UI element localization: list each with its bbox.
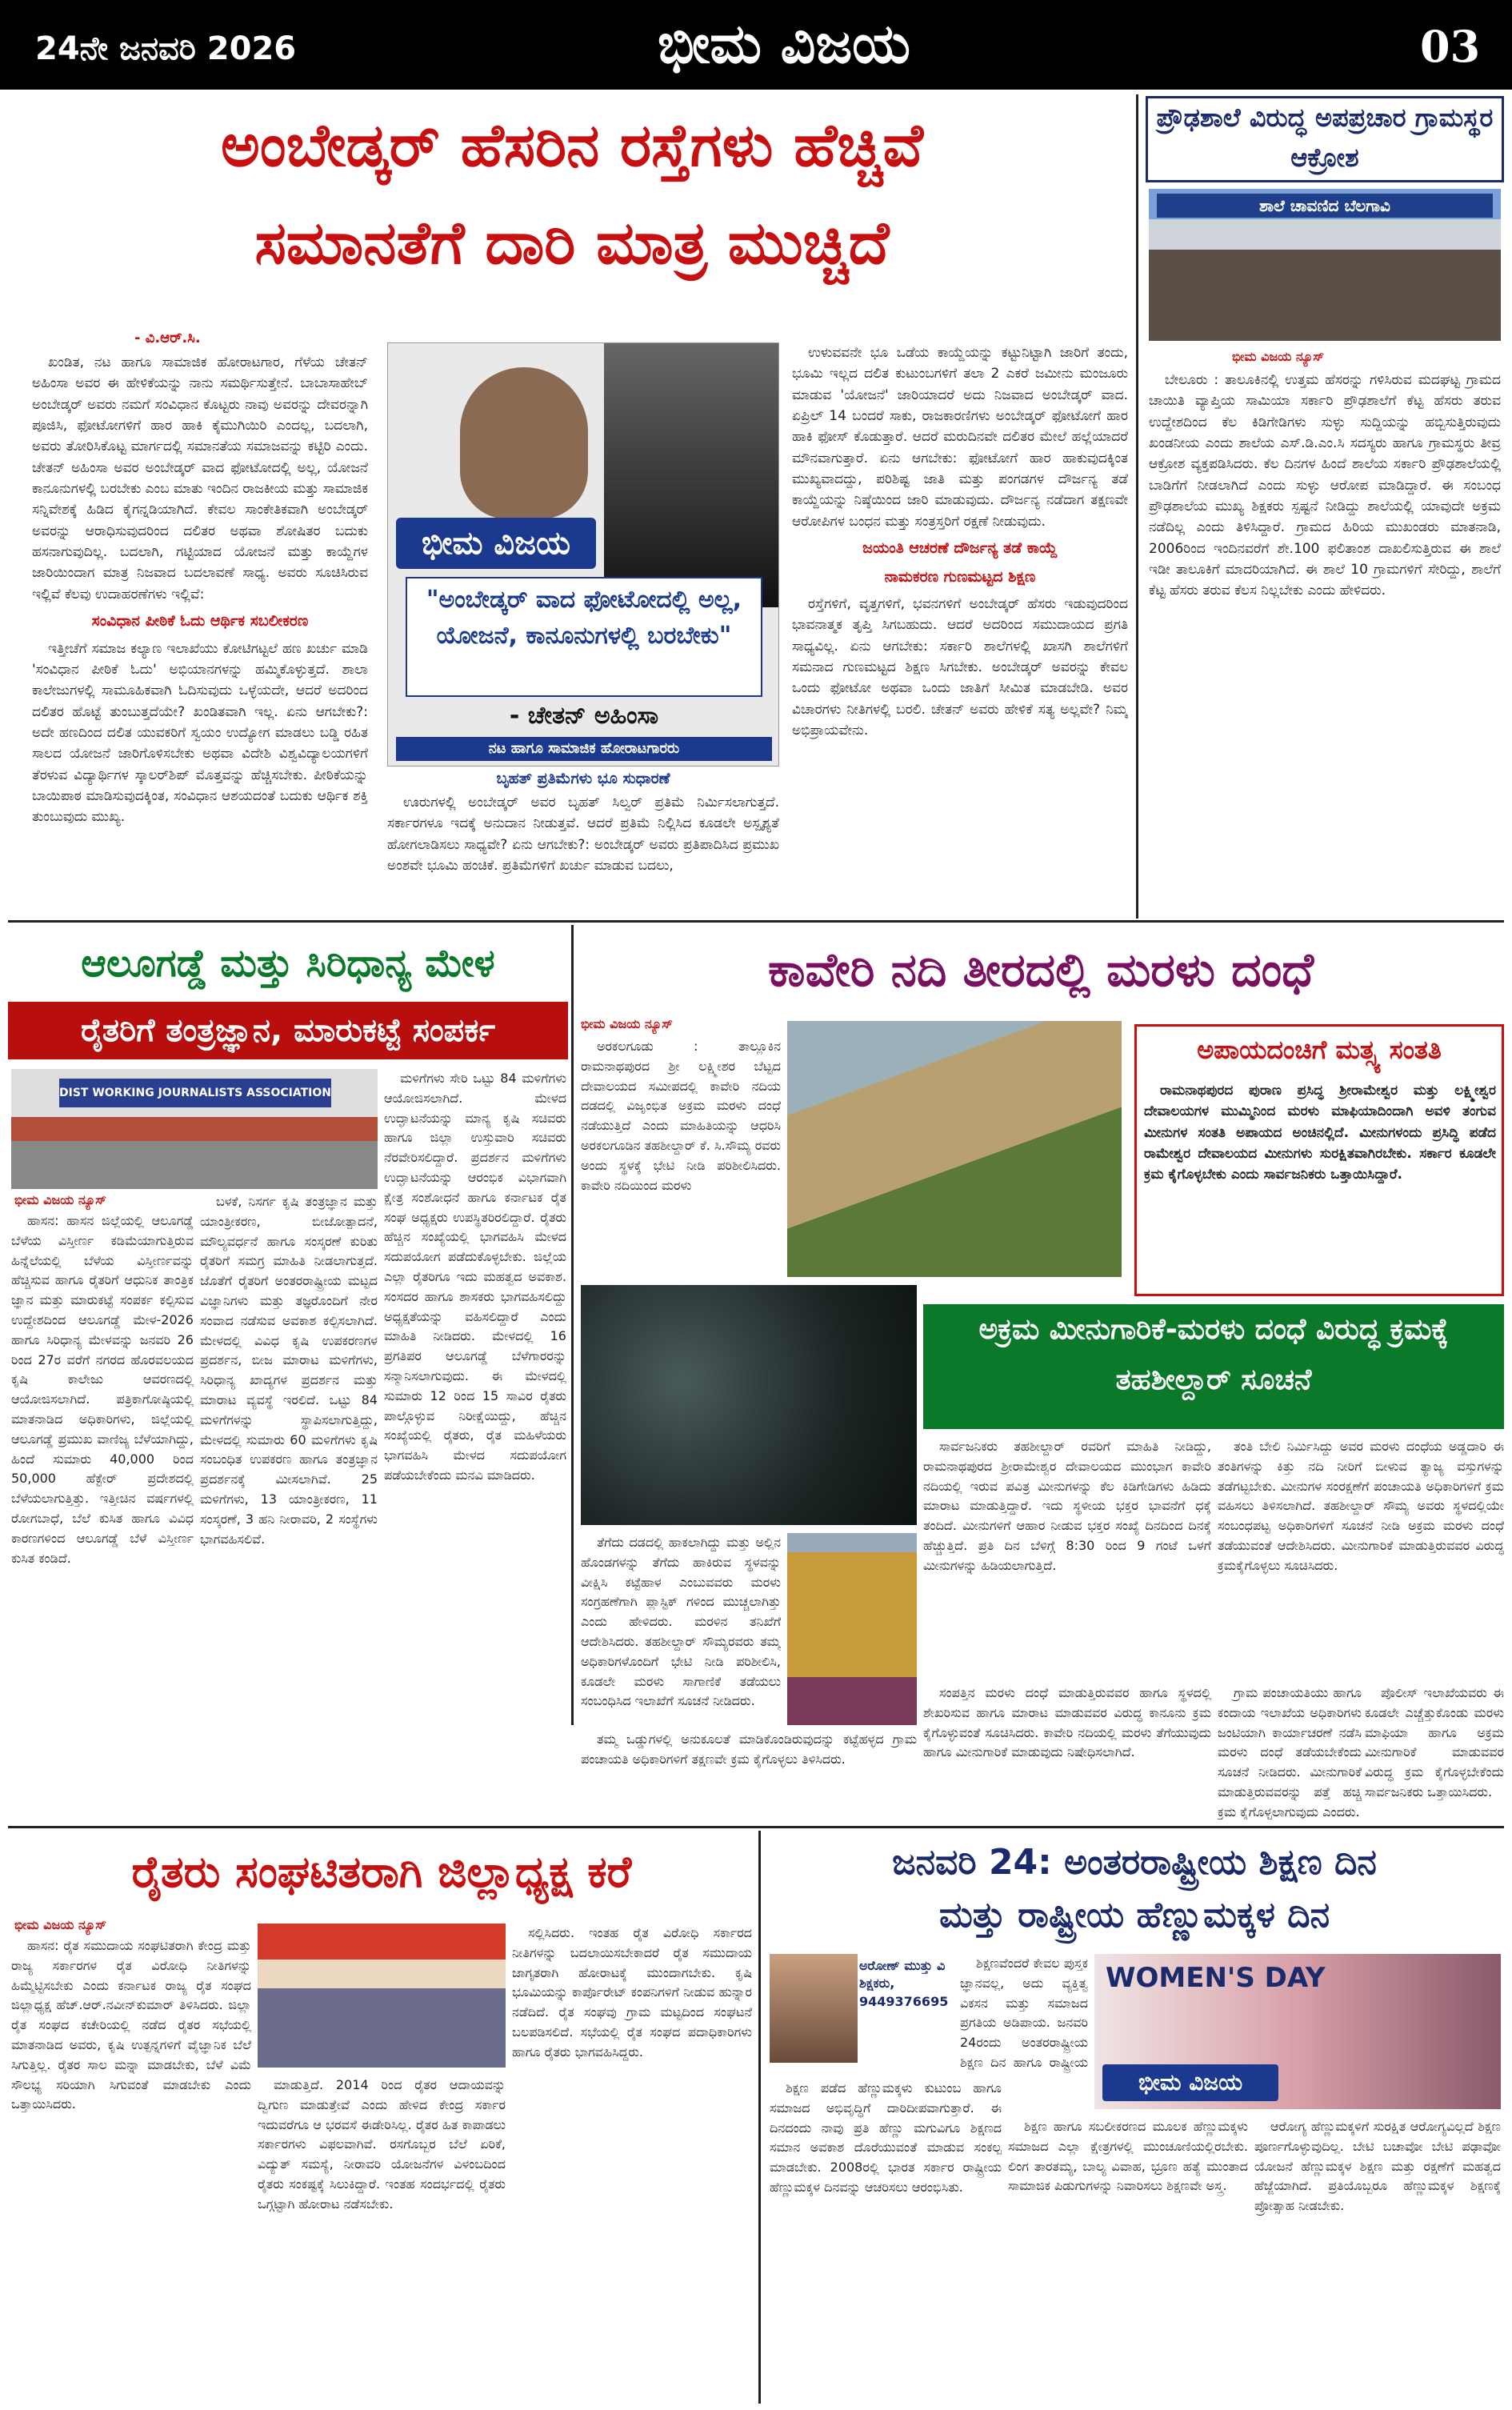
fish-headline: ಅಪಾಯದಂಚಿಗೆ ಮತ್ಸ್ಯ ಸಂತತಿ xyxy=(1138,1027,1501,1072)
edu-column-3 xyxy=(1008,2117,1248,2402)
fish-col4-text: ಗ್ರಾಮ ಪಂಚಾಯತಿಯು ಹಾಗೂ ಕಂದಾಯ ಇಲಾಖೆಯ ಅಧಿಕಾರಿಗಳು ಜಂಟಿಯಾಗಿ ಕಾರ್ಯಾಚರಣೆ ನಡೆಸಿ ಮರಳು ದಂಧೆ ತಡೆಯಬೇಕೆಂದು ಸೂಚನೆ ನೀಡಿದರು. ಮೀನುಗಾರಿಕೆ ಮಾಡುತ್ತಿರುವವರನ್ನು ಪತ್ತೆ ಹಚ್ಚಿ ಕ್ರಮ ಕೈಗೊಳ್ಳಲಾಗುವುದು ಎಂದರು. xyxy=(1218,1685,1362,1820)
ambedkar-portrait xyxy=(604,343,779,607)
temple-photo xyxy=(787,1533,917,1725)
lead-headline-line2: ಸಮಾನತೆಗೆ ದಾರಿ ಮಾತ್ರ ಮುಚ್ಚಿದೆ xyxy=(254,209,890,278)
school-sign: ಶಾಲೆ ಚಾವಣಿದ ಬೆಲಗಾವಿ xyxy=(1157,194,1493,218)
fish-headline-2: ಅಕ್ರಮ ಮೀನುಗಾರಿಕೆ-ಮರಳು ದಂಧೆ ವಿರುದ್ಧ ಕ್ರಮಕ್ಕೆ ತಹಶೀಲ್ದಾರ್ ಸೂಚನೆ xyxy=(923,1304,1504,1429)
school-photo xyxy=(1149,189,1501,341)
author-photo xyxy=(770,1954,858,2063)
edu-column-4 xyxy=(1254,2117,1501,2402)
fair-photo xyxy=(11,1069,378,1189)
fish-column-5 xyxy=(1365,1683,1504,1820)
school-body xyxy=(1149,370,1501,914)
section-divider-2 xyxy=(8,1826,1504,1828)
poster-quote: "ಅಂಬೇಡ್ಕರ್ ವಾದ ಫೋಟೋದಲ್ಲಿ ಅಲ್ಲ, ಯೋಜನೆ, ಕಾನೂನುಗಳಲ್ಲಿ ಬರಬೇಕು" xyxy=(406,577,762,697)
edu-col4-text: ಆರೋಗ್ಯ ಹೆಣ್ಣುಮಕ್ಕಳಿಗೆ ಸುರಕ್ಷಿತ ಆರೋಗ್ಯವಿಲ್ಲದೆ ಶಿಕ್ಷಣ ಪೂರ್ಣಗೊಳ್ಳುವುದಿಲ್ಲ. ಬೇಟಿ ಬಚಾವೋ ಬೇಟಿ ಪಢಾವೋ ಯೋಜನೆ ಹೆಣ್ಣುಮಕ್ಕಳ ಶಿಕ್ಷಣ ಮತ್ತು ರಕ್ಷಣೆಗೆ ಮಹತ್ವದ ಹೆಜ್ಜೆಯಾಗಿದೆ. ಪ್ರತಿಯೊಬ್ಬರೂ ಹೆಣ್ಣುಮಕ್ಕಳ ಶಿಕ್ಷಣಕ್ಕೆ ಪ್ರೋತ್ಸಾಹ ನೀಡಬೇಕು. xyxy=(1254,2119,1501,2214)
lead-headline-line1: ಅಂಬೇಡ್ಕರ್ ಹೆಸರಿನ ರಸ್ತೆಗಳು ಹೆಚ್ಚಿವೆ xyxy=(221,111,923,180)
lead-col1-text: ಖಂಡಿತ, ನಟ ಹಾಗೂ ಸಾಮಾಜಿಕ ಹೋರಾಟಗಾರ, ಗೆಳೆಯ ಚೇತನ್ ಅಹಿಂಸಾ ಅವರ ಈ ಹೇಳಿಕೆಯನ್ನು ನಾನು ಸಮರ್ಥಿಸುತ್ತೇನೆ. ಬಾಬಾಸಾಹೇಬ್ ಅಂಬೇಡ್ಕರ್ ಅವರು ನಮಗೆ ಸಂವಿಧಾನ ಕೊಟ್ಟರು ನಾವು ಅವರನ್ನು ದೇವರನ್ನಾಗಿ ಪೂಜಿಸಿ, ಫೋಟೋಗಳಿಗೆ ಹಾರ ಹಾಕಿ ಕೈಮುಗಿಯಿರಿ ಎಂದಲ್ಲ, ಬದಲಾಗಿ, ಅವರು ತೋರಿಸಿಕೊಟ್ಟ ಮಾರ್ಗದಲ್ಲಿ ಸಮಾನತೆಯ ಸಮಾಜವನ್ನು ಕಟ್ಟಿರಿ ಎಂದು. ಚೇತನ್ ಅಹಿಂಸಾ ಅವರ ಅಂಬೇಡ್ಕರ್ ವಾದ ಫೋಟೋದಲ್ಲಿ ಅಲ್ಲ, ಯೋಜನೆ ಕಾನೂನುಗಳಲ್ಲಿ ಬರಬೇಕು ಎಂಬ ಮಾತು ಇಂದಿನ ರಾಜಕೀಯ ಮತ್ತು ಸಾಮಾಜಿಕ ಸನ್ನಿವೇಶಕ್ಕೆ ಹಿಡಿದ ಕೈಗನ್ನಡಿಯಾಗಿದೆ. ಕೇವಲ ಸಾಂಕೇತಿಕವಾಗಿ ಅಂಬೇಡ್ಕರ್ ಅವರನ್ನು ಆರಾಧಿಸುವುದರಿಂದ ದಲಿತರ ಅಥವಾ ಶೋಷಿತರ ಬದುಕು ಹಸನಾಗುವುದಿಲ್ಲ. ಬದಲಾಗಿ, ಗಟ್ಟಿಯಾದ ಯೋಜನೆ ಮತ್ತು ಕಾಯ್ದೆಗಳ ಜಾರಿಯಿಂದಾಗ ಮಾತ್ರ ನಿಜವಾದ ಬದಲಾವಣೆ ಸಾಧ್ಯ. ಅವರು ಸೂಚಿಸಿರುವ ಇಲ್ಲಿವೆ ಕೆಲವು ಉದಾಹರಣೆಗಳು ಇಲ್ಲಿವೆ: xyxy=(32,354,368,602)
edu-col3-text: ಶಿಕ್ಷಣ ಹಾಗೂ ಸಬಲೀಕರಣದ ಮೂಲಕ ಹೆಣ್ಣುಮಕ್ಕಳು ಸಮಾಜದ ಎಲ್ಲಾ ಕ್ಷೇತ್ರಗಳಲ್ಲಿ ಮುಂಚೂಣಿಯಲ್ಲಿರಬೇಕು. ಲಿಂಗ ತಾರತಮ್ಯ, ಬಾಲ್ಯ ವಿವಾಹ, ಭ್ರೂಣ ಹತ್ಯೆ ಮುಂತಾದ ಸಾಮಾಜಿಕ ಪಿಡುಗುಗಳನ್ನು ನಿವಾರಿಸಲು ಶಿಕ್ಷಣವೇ ಅಸ್ತ್ರ. xyxy=(1008,2119,1248,2194)
farmers-column-1 xyxy=(11,1936,251,2400)
poster-logo: ಭೀಮ ವಿಜಯ xyxy=(396,518,596,569)
fair-column-2 xyxy=(200,1192,378,1723)
farmers-source: ಭೀಮ ವಿಜಯ ನ್ಯೂಸ್ xyxy=(14,1917,106,1932)
poster-role: ನಟ ಹಾಗೂ ಸಾಮಾಜಿಕ ಹೋರಾಟಗಾರರು xyxy=(396,737,772,761)
school-body-text: ಬೇಲೂರು : ತಾಲೂಕಿನಲ್ಲಿ ಉತ್ತಮ ಹೆಸರನ್ನು ಗಳಿಸಿರುವ ಮದಘಟ್ಟ ಗ್ರಾಮದ ಚಾಯಿತಿ ವ್ಯಾಪ್ತಿಯ ಸಾಮಿಯಾ ಸರ್ಕಾರಿ ಪ್ರೌಢಶಾಲೆಗೆ ಕೆಟ್ಟ ಹೆಸರು ತರುವ ಉದ್ದೇಶದಿಂದ ಕೆಲ ಕಿಡಿಗೇಡಿಗಳು ಸುಳ್ಳು ಸುದ್ದಿಯನ್ನು ಹಬ್ಬಿಸುತ್ತಿರುವುದು ಖಂಡನೀಯ ಎಂದು ಶಾಲೆಯ ಎಸ್.ಡಿ.ಎಂ.ಸಿ ಸದಸ್ಯರು ಹಾಗೂ ಗ್ರಾಮಸ್ಥರು ತೀವ್ರ ಆಕ್ರೋಶ ವ್ಯಕ್ತಪಡಿಸಿದರು. ಕೆಲ ದಿನಗಳ ಹಿಂದೆ ಶಾಲೆಯ ಸರ್ಕಾರಿ ಪ್ರೌಢಶಾಲೆಯಲ್ಲಿ ಬಾಡಿಗೆಗೆ ನೀಡಲಾಗಿದೆ ಎಂದು ಸುಳ್ಳು ಆರೋಪ ಮಾಡಿದ್ದಾರೆ. ಈ ಸಂಬಂಧ ಪ್ರೌಢಶಾಲೆಯ ಮುಖ್ಯ ಶಿಕ್ಷಕರು ಸ್ಪಷ್ಟನೆ ನೀಡಿದ್ದು ಶಾಲೆಯಲ್ಲಿ ಯಾವುದೇ ಅಕ್ರಮ ನಡೆದಿಲ್ಲ ಎಂದು ತಿಳಿಸಿದ್ದಾರೆ. ಗ್ರಾಮದ ಹಿರಿಯ ಮುಖಂಡರು ಮಾತನಾಡಿ, 2006ರಿಂದ ಇಂದಿನವರೆಗೆ ಶೇ.100 ಫಲಿತಾಂಶ ದಾಖಲಿಸುತ್ತಿರುವ ಈ ಶಾಲೆ ಇಡೀ ತಾಲೂಕಿಗೆ ಮಾದರಿಯಾಗಿದೆ. ಈ ಶಾಲೆ 10 ಗ್ರಾಮಗಳಿಗೆ ಸೇರಿದ್ದು, ಶಾಲೆಗೆ ಕೆಟ್ಟ ಹೆಸರು ತರುವ ಕೆಲಸ ನಿಲ್ಲಬೇಕು ಎಂದು ಹೇಳಿದರು. xyxy=(1149,372,1501,599)
fish-column-1 xyxy=(923,1437,1211,1677)
lead-col1b-text: ಇತ್ತೀಚೆಗೆ ಸಮಾಜ ಕಲ್ಯಾಣ ಇಲಾಖೆಯು ಕೋಟಿಗಟ್ಟಲೆ ಹಣ ಖರ್ಚು ಮಾಡಿ 'ಸಂವಿಧಾನ ಪೀಠಿಕೆ ಓದು' ಅಭಿಯಾನಗಳನ್ನು ಹಮ್ಮಿಕೊಳ್ಳುತ್ತದೆ. ಶಾಲಾ ಕಾಲೇಜುಗಳಲ್ಲಿ ಸಾಮೂಹಿಕವಾಗಿ ಓದಿಸುವುದು ಒಳ್ಳೆಯದೇ, ಆದರೆ ಅದರಿಂದ ದಲಿತರ ಹೊಟ್ಟೆ ತುಂಬುತ್ತದೆಯೇ? ಖಂಡಿತವಾಗಿ ಇಲ್ಲ. ಏನು ಆಗಬೇಕು?: ಅದೇ ಹಣದಿಂದ ದಲಿತ ಯುವಕರಿಗೆ ಸ್ವಯಂ ಉದ್ಯೋಗ ಮಾಡಲು ಬಡ್ಡಿ ರಹಿತ ಸಾಲದ ಯೋಜನೆ ಜಾರಿಗೊಳಿಸಬೇಕು ಅಥವಾ ವಿದೇಶಿ ವಿಶ್ವವಿದ್ಯಾಲಯಗಳಿಗೆ ತೆರಳುವ ವಿದ್ಯಾರ್ಥಿಗಳ ಸ್ಕಾಲರ್‌ಶಿಪ್ ಮೊತ್ತವನ್ನು ಹೆಚ್ಚಿಸಬೇಕು. ಪೀಠಿಕೆಯನ್ನು ಬಾಯಿಪಾಠ ಮಾಡಿಸುವುದಕ್ಕಿಂತ, ಸಂವಿಧಾನ ಆಶಯದಂತೆ ಬದುಕು ಆರ್ಥಿಕ ಶಕ್ತಿ ತುಂಬುವುದು ಮುಖ್ಯ. xyxy=(32,640,368,826)
farmers-headline: ರೈತರು ಸಂಘಟಿತರಾಗಿ ಜಿಲ್ಲಾಧ್ಯಕ್ಷ ಕರೆ xyxy=(131,1847,632,1897)
cauvery-headline: ಕಾವೇರಿ ನದಿ ತೀರದಲ್ಲಿ ಮರಳು ದಂಧೆ xyxy=(767,943,1314,997)
fish-col3-text: ಸಂಪತ್ತಿನ ಮರಳು ದಂಧೆ ಮಾಡುತ್ತಿರುವವರ ಹಾಗೂ ಸ್ಥಳದಲ್ಲಿ ಶೇಖರಿಸುವ ಹಾಗೂ ಮಾರಾಟ ಮಾಡುವವರ ವಿರುದ್ಧ ಕಾನೂನು ಕ್ರಮ ಕೈಗೊಳ್ಳುವಂತೆ ಸೂಚಿಸಿದರು. ಕಾವೇರಿ ನದಿಯಲ್ಲಿ ಮರಳು ತೆಗೆಯುವುದು ಹಾಗೂ ಮೀನುಗಾರಿಕೆ ಮಾಡುವುದು ನಿಷೇಧಿಸಲಾಗಿದೆ. xyxy=(923,1685,1211,1760)
poster-author: - ಚೇತನ್ ಅಹಿಂಸಾ xyxy=(509,702,659,730)
cauvery-col1-text: ಅರಕಲಗೂಡು : ತಾಲ್ಲೂಕಿನ ರಾಮನಾಥಪುರದ ಶ್ರೀ ಲಕ್ಷ್ಮೀಶರ ಬೆಟ್ಟದ ದೇವಾಲಯದ ಸಮೀಪದಲ್ಲಿ ಕಾವೇರಿ ನದಿಯ ದಡದಲ್ಲಿ ವಿಜೃಂಭಿತ ಅಕ್ರಮ ಮರಳು ದಂಧೆ ನಡೆಯುತ್ತಿದೆ ಎಂದು ಮಾಹಿತಿಯನ್ನು ಆಧರಿಸಿ ಅರಕಲಗೂಡಿನ ತಹಶೀಲ್ದಾರ್ ಕೆ. ಸಿ.ಸೌಮ್ಯ ರವರು ಅಂದು ಸ್ಥಳಕ್ಕೆ ಭೇಟಿ ನೀಡಿ ಪರಿಶೀಲಿಸಿದರು. ಕಾವೇರಿ ನದಿಯಿಂದ ಮರಳು xyxy=(581,1039,781,1193)
lead-column-1 xyxy=(32,352,368,912)
fair-subheadline: ರೈತರಿಗೆ ತಂತ್ರಜ್ಞಾನ, ಮಾರುಕಟ್ಟೆ ಸಂಪರ್ಕ xyxy=(8,1002,568,1059)
fish-quote xyxy=(1144,1080,1496,1290)
masthead-logo xyxy=(560,11,1008,78)
lead-col3-text: ಉಳುವವನೇ ಭೂ ಒಡೆಯ ಕಾಯ್ದೆಯನ್ನು ಕಟ್ಟುನಿಟ್ಟಾಗಿ ಜಾರಿಗೆ ತಂದು, ಭೂಮಿ ಇಲ್ಲದ ದಲಿತ ಕುಟುಂಬಗಳಿಗೆ ತಲಾ 2 ಎಕರೆ ಜಮೀನು ಮಂಜೂರು ಮಾಡುವ 'ಯೋಜನೆ' ಜಾರಿಯಾದರೆ ಅದು ನಿಜವಾದ ಅಂಬೇಡ್ಕರ್ ವಾದ. ಏಪ್ರಿಲ್ 14 ಬಂದರೆ ಸಾಕು, ರಾಜಕಾರಣಿಗಳು ಅಂಬೇಡ್ಕರ್ ಫೋಟೋಗೆ ಹಾರ ಹಾಕಿ ಫೋಸ್ ಕೊಡುತ್ತಾರೆ. ಆದರೆ ಮರುದಿನವೇ ದಲಿತರ ಮೇಲೆ ಹಲ್ಲೆಯಾದರೆ ಮೌನವಾಗುತ್ತಾರೆ. ಏನು ಆಗಬೇಕು: ಫೋಟೋಗೆ ಹಾರ ಹಾಕುವುದಕ್ಕಿಂತ ಮುಖ್ಯವಾದದ್ದು, ಪರಿಶಿಷ್ಟ ಜಾತಿ ಮತ್ತು ಪಂಗಡಗಳ ದೌರ್ಜನ್ಯ ತಡೆ ಕಾಯ್ದೆಯನ್ನು ನಿಷ್ಠೆಯಿಂದ ಜಾರಿ ಮಾಡುವುದು. ದೌರ್ಜನ್ಯ ನಡೆದಾಗ ತಕ್ಷಣವೇ ಆರೋಪಿಗಳ ಬಂಧನ ಮತ್ತು ಸಂತ್ರಸ್ತರಿಗೆ ರಕ್ಷಣೆ ನೀಡುವುದು. xyxy=(792,345,1128,530)
edu-headline-line2: ಮತ್ತು ರಾಷ್ಟ್ರೀಯ ಹೆಣ್ಣುಮಕ್ಕಳ ದಿನ xyxy=(938,1895,1330,1936)
school-source: ಭೀಮ ವಿಜಯ ನ್ಯೂಸ್ xyxy=(1232,349,1324,364)
fair-column-1 xyxy=(11,1211,194,1723)
fair-col1-text: ಹಾಸನ: ಹಾಸನ ಜಿಲ್ಲೆಯಲ್ಲಿ ಆಲೂಗಡ್ಡೆ ಬೆಳೆಯ ವಿಸ್ತೀರ್ಣ ಕಡಿಮೆಯಾಗುತ್ತಿರುವ ಹಿನ್ನೆಲೆಯಲ್ಲಿ ಬೆಳೆಯ ವಿಸ್ತೀರ್ಣವನ್ನು ಹೆಚ್ಚಿಸುವ ಹಾಗೂ ರೈತರಿಗೆ ಆಧುನಿಕ ತಾಂತ್ರಿಕ ಜ್ಞಾನ ಮತ್ತು ಮಾರುಕಟ್ಟೆ ಸಂಪರ್ಕ ಕಲ್ಪಿಸುವ ಉದ್ದೇಶದಿಂದ ಆಲೂಗಡ್ಡೆ ಮೇಳ-2026 ಹಾಗೂ ಸಿರಿಧಾನ್ಯ ಮೇಳವನ್ನು ಜನವರಿ 26 ರಿಂದ 27ರ ವರೆಗೆ ನಗರದ ಹೊರವಲಯದ ಕೃಷಿ ಕಾಲೇಜು ಆವರಣದಲ್ಲಿ ಆಯೋಜಿಸಲಾಗಿದೆ. ಪತ್ರಿಕಾಗೋಷ್ಠಿಯಲ್ಲಿ ಮಾತನಾಡಿದ ಅಧಿಕಾರಿಗಳು, ಜಿಲ್ಲೆಯಲ್ಲಿ ಆಲೂಗಡ್ಡೆ ಪ್ರಮುಖ ವಾಣಿಜ್ಯ ಬೆಳೆಯಾಗಿದ್ದು, ಹಿಂದೆ ಸುಮಾರು 40,000 ರಿಂದ 50,000 ಹೆಕ್ಟೇರ್ ಪ್ರದೇಶದಲ್ಲಿ ಬೆಳೆಯಲಾಗುತ್ತಿತ್ತು. ಇತ್ತೀಚಿನ ವರ್ಷಗಳಲ್ಲಿ ರೋಗಬಾಧೆ, ಬೆಲೆ ಕುಸಿತ ಹಾಗೂ ವಿವಿಧ ಕಾರಣಗಳಿಂದ ಆಲೂಗಡ್ಡೆ ಬೆಳೆ ವಿಸ್ತೀರ್ಣ ಕುಸಿತ ಕಂಡಿದೆ. xyxy=(11,1213,194,1566)
banner-logo: ಭೀಮ ವಿಜಯ xyxy=(1102,2064,1278,2101)
edu-col1-text: ಶಿಕ್ಷಣವೆಂದರೆ ಕೇವಲ ಪುಸ್ತಕ ಜ್ಞಾನವಲ್ಲ, ಅದು ವ್ಯಕ್ತಿತ್ವ ವಿಕಸನ ಮತ್ತು ಸಮಾಜದ ಪ್ರಗತಿಯ ಅಡಿಪಾಯ. ಜನವರಿ 24ರಂದು ಅಂತರರಾಷ್ಟ್ರೀಯ ಶಿಕ್ಷಣ ದಿನ ಹಾಗೂ ರಾಷ್ಟ್ರೀಯ xyxy=(960,1956,1088,2070)
lead-subhead-3: ನಾಮಕರಣ ಗುಣಮಟ್ಟದ ಶಿಕ್ಷಣ xyxy=(884,567,1036,586)
fair-headline: ಆಲೂಗಡ್ಡೆ ಮತ್ತು ಸಿರಿಧಾನ್ಯ ಮೇಳ xyxy=(81,941,495,986)
lead-column-2 xyxy=(387,792,779,912)
fish-col5-text: ಪೊಲೀಸ್ ಇಲಾಖೆಯವರು ಈ ಕೂಡಲೇ ಎಚ್ಚೆತ್ತುಕೊಂಡು ಮರಳು ಮಾಫಿಯಾ ಹಾಗೂ ಅಕ್ರಮ ಮೀನುಗಾರಿಕೆ ಮಾಡುವವರ ವಿರುದ್ಧ ಕ್ರಮ ಕೈಗೊಳ್ಳಬೇಕೆಂದು ಸಾರ್ವಜನಿಕರು ಒತ್ತಾಯಿಸಿದರು. xyxy=(1365,1685,1504,1799)
cauvery-column-3 xyxy=(581,1730,917,1820)
school-headline: ಪ್ರೌಢಶಾಲೆ ವಿರುದ್ಧ ಅಪಪ್ರಚಾರ ಗ್ರಾಮಸ್ಥರ ಆಕ್ರೋಶ xyxy=(1146,96,1504,182)
column-divider-2 xyxy=(571,925,574,1725)
edu-headline-line1: ಜನವರಿ 24: ಅಂತರರಾಷ್ಟ್ರೀಯ ಶಿಕ್ಷಣ ದಿನ xyxy=(892,1842,1377,1883)
fair-col2-text: ಬಳಕೆ, ನಿಸರ್ಗ ಕೃಷಿ ತಂತ್ರಜ್ಞಾನ ಮತ್ತು ಯಾಂತ್ರೀಕರಣ, ಬೀಜೋತ್ಪಾದನೆ, ಮೌಲ್ಯವರ್ಧನೆ ಹಾಗೂ ಸಂಸ್ಕರಣೆ ಕುರಿತು ರೈತರಿಗೆ ಸಮಗ್ರ ಮಾಹಿತಿ ನೀಡಲಾಗುತ್ತದೆ. ಜೊತೆಗೆ ರೈತರಿಗೆ ಅಂತರರಾಷ್ಟ್ರೀಯ ಮಟ್ಟದ ವಿಜ್ಞಾನಿಗಳು ಮತ್ತು ತಜ್ಞರೊಂದಿಗೆ ನೇರ ಸಂವಾದ ನಡೆಸುವ ಅವಕಾಶ ಕಲ್ಪಿಸಲಾಗಿದೆ. ಮೇಳದಲ್ಲಿ ವಿವಿಧ ಕೃಷಿ ಉಪಕರಣಗಳ ಪ್ರದರ್ಶನ, ಬೀಜ ಮಾರಾಟ ಮಳಿಗೆಗಳು, ಸಿರಿಧಾನ್ಯ ಖಾದ್ಯಗಳ ಪ್ರದರ್ಶನ ಮತ್ತು ಮಾರಾಟ ವ್ಯವಸ್ಥೆ ಇರಲಿದೆ. ಒಟ್ಟು 84 ಮಳಿಗೆಗಳನ್ನು ಸ್ಥಾಪಿಸಲಾಗುತ್ತಿದ್ದು, ಮೇಳದಲ್ಲಿ ಸುಮಾರು 60 ಮಳಿಗೆಗಳು ಕೃಷಿ ಸಂಬಂಧಿತ ಉಪಕರಣ ಹಾಗೂ ತಂತ್ರಜ್ಞಾನ ಪ್ರದರ್ಶನಕ್ಕೆ ಮೀಸಲಾಗಿವೆ. 25 ಮಳಿಗೆಗಳು, 13 ಯಾಂತ್ರೀಕರಣ, 11 ಸಂಸ್ಕರಣೆ, 3 ಹನಿ ನೀರಾವರಿ, 2 ಸಂಸ್ಥೆಗಳು ಭಾಗವಹಿಸಲಿವೆ. xyxy=(200,1194,378,1547)
farmers-col2-text: ಮಾಡುತ್ತಿದೆ. 2014 ರಿಂದ ರೈತರ ಆದಾಯವನ್ನು ದ್ವಿಗುಣ ಮಾಡುತ್ತೇವೆ ಎಂದು ಹೇಳಿದ ಕೇಂದ್ರ ಸರ್ಕಾರ ಇದುವರೆಗೂ ಆ ಭರವಸೆ ಈಡೇರಿಸಿಲ್ಲ. ರೈತರ ಹಿತ ಕಾಪಾಡಲು ಸರ್ಕಾರಗಳು ವಿಫಲವಾಗಿವೆ. ರಸಗೊಬ್ಬರ ಬೆಲೆ ಏರಿಕೆ, ವಿದ್ಯುತ್ ಸಮಸ್ಯೆ, ನೀರಾವರಿ ಯೋಜನೆಗಳ ವಿಳಂಬದಿಂದ ರೈತರು ಸಂಕಷ್ಟಕ್ಕೆ ಸಿಲುಕಿದ್ದಾರೆ. ಇಂತಹ ಸಂದರ್ಭದಲ್ಲಿ ರೈತರು ಒಗ್ಗಟ್ಟಾಗಿ ಹೋರಾಟ ನಡೆಸಬೇಕು. xyxy=(258,2077,506,2212)
lead-caption: ಬೃಹತ್ ಪ್ರತಿಮೆಗಳು ಭೂ ಸುಧಾರಣೆ xyxy=(496,770,670,787)
fair-column-3 xyxy=(384,1069,566,1723)
fish-quote-text: ರಾಮನಾಥಪುರದ ಪುರಾಣ ಪ್ರಸಿದ್ಧ ಶ್ರೀರಾಮೇಶ್ವರ ಮತ್ತು ಲಕ್ಷ್ಮೀಶ್ವರ ದೇವಾಲಯಗಳ ಮುಮ್ಮಿನಿಂದ ಮರಳು ಮಾಫಿಯಾದಿಂದಾಗಿ ಅವಳಿ ತಂಗುವ ಮೀನುಗಳ ಸಂತತಿ ಅಪಾಯದ ಅಂಚಿನಲ್ಲಿದೆ. ಮೀನುಗಳಂದು ಪ್ರಸಿದ್ಧಿ ಪಡೆದ ರಾಮೇಶ್ವರ ದೇವಾಲಯದ ಮೀನುಗಳು ಸುರಕ್ಷಿತವಾಗಿರಬೇಕು. ಸರ್ಕಾರ ಕೂಡಲೇ ಕ್ರಮ ಕೈಗೊಳ್ಳಬೇಕು ಎಂದು ಸಾರ್ವಜನಿಕರು ಒತ್ತಾಯಿಸಿದ್ದಾರೆ. xyxy=(1144,1083,1496,1183)
lead-byline: - ವಿ.ಆರ್.ಸಿ. xyxy=(134,330,201,346)
lead-poster xyxy=(387,342,779,767)
edu-column-1a xyxy=(960,1954,1088,2074)
lead-subhead-2: ಜಯಂತಿ ಆಚರಣೆ ದೌರ್ಜನ್ಯ ತಡೆ ಕಾಯ್ದೆ xyxy=(862,539,1058,558)
farmers-column-2 xyxy=(258,2076,506,2400)
cauvery-source: ಭೀಮ ವಿಜಯ ನ್ಯೂಸ್ xyxy=(581,1016,673,1031)
cauvery-column-2 xyxy=(581,1533,781,1725)
fish-column-2 xyxy=(1218,1437,1504,1677)
cauvery-column-1 xyxy=(581,1037,781,1277)
page-number: 03 xyxy=(1420,21,1481,72)
farmers-col3-text: ಸಲ್ಲಿಸಿದರು. ಇಂತಹ ರೈತ ವಿರೋಧಿ ಸರ್ಕಾರದ ನೀತಿಗಳನ್ನು ಬದಲಾಯಿಸಬೇಕಾದರೆ ರೈತ ಸಮುದಾಯ ಜಾಗೃತರಾಗಿ ಹೋರಾಟಕ್ಕೆ ಮುಂದಾಗಬೇಕು. ಕೃಷಿ ಭೂಮಿಯನ್ನು ಕಾರ್ಪೊರೇಟ್ ಕಂಪನಿಗಳಿಗೆ ನೀಡುವ ಹುನ್ನಾರ ನಡೆದಿದೆ. ರೈತ ಸಂಘವು ಗ್ರಾಮ ಮಟ್ಟದಿಂದ ಸಂಘಟನೆ ಬಲಪಡಿಸಲಿದೆ. ಸಭೆಯಲ್ಲಿ ರೈತ ಸಂಘದ ಪದಾಧಿಕಾರಿಗಳು ಹಾಗೂ ರೈತರು ಭಾಗವಹಿಸಿದ್ದರು. xyxy=(512,1925,752,2060)
fair-col3-text: ಮಳಿಗೆಗಳು ಸೇರಿ ಒಟ್ಟು 84 ಮಳಿಗೆಗಳು ಆಯೋಜಿಸಲಾಗಿದೆ. ಮೇಳದ ಉದ್ಘಾಟನೆಯನ್ನು ಮಾನ್ಯ ಕೃಷಿ ಸಚಿವರು ಹಾಗೂ ಜಿಲ್ಲಾ ಉಸ್ತುವಾರಿ ಸಚಿವರು ನೆರವೇರಿಸಲಿದ್ದಾರೆ. ಪ್ರದರ್ಶನ ಮಳಿಗೆಗಳು ಉದ್ಘಾಟನೆಯನ್ನು ಆರಂಭಿಕ ವಿಭಾಗವಾಗಿ ಕ್ಷೇತ್ರ ಸಂಶೋಧನೆ ಹಾಗೂ ಕರ್ನಾಟಕ ರೈತ ಸಂಘ ಅಧ್ಯಕ್ಷರು ಉಪಸ್ಥಿತರಿರಲಿದ್ದಾರೆ. ರೈತರು ಹೆಚ್ಚಿನ ಸಂಖ್ಯೆಯಲ್ಲಿ ಭಾಗವಹಿಸಿ ಮೇಳದ ಸದುಪಯೋಗ ಪಡೆದುಕೊಳ್ಳಬೇಕು. ಜಿಲ್ಲೆಯ ಎಲ್ಲಾ ರೈತರಿಗೂ ಇದು ಮಹತ್ವದ ಅವಕಾಶ. ಸಂಸದರ ಹಾಗೂ ಶಾಸಕರು ಭಾಗವಹಿಸಲಿದ್ದು ಅಧ್ಯಕ್ಷತೆಯನ್ನು ವಹಿಸಲಿದ್ದಾರೆ ಎಂದು ಮಾಹಿತಿ ನೀಡಿದರು. ಮೇಳದಲ್ಲಿ 16 ಪ್ರಗತಿಪರ ಆಲೂಗಡ್ಡೆ ಬೆಳೆಗಾರರನ್ನು ಸನ್ಮಾನಿಸಲಾಗುವುದು. ಈ ಮೇಳದಲ್ಲಿ ಸುಮಾರು 12 ರಿಂದ 15 ಸಾವಿರ ರೈತರು ಪಾಲ್ಗೊಳ್ಳುವ ನಿರೀಕ್ಷೆಯಿದ್ದು, ಹೆಚ್ಚಿನ ಸಂಖ್ಯೆಯಲ್ಲಿ ರೈತರು, ರೈತ ಮಹಿಳೆಯರು ಭಾಗವಹಿಸಿ ಮೇಳದ ಸದುಪಯೋಗ ಪಡೆಯಬೇಕೆಂದು ಮನವಿ ಮಾಡಿದರು. xyxy=(384,1071,566,1483)
lead-col3b-text: ರಸ್ತೆಗಳಿಗೆ, ವೃತ್ತಗಳಿಗೆ, ಭವನಗಳಿಗೆ ಅಂಬೇಡ್ಕರ್ ಹೆಸರು ಇಡುವುದರಿಂದ ಭಾವನಾತ್ಮಕ ತೃಪ್ತಿ ಸಿಗಬಹುದು. ಆದರೆ ಅದರಿಂದ ಸಮುದಾಯದ ಪ್ರಗತಿ ಸಾಧ್ಯವಿಲ್ಲ. ಏನು ಆಗಬೇಕು: ಸರ್ಕಾರಿ ಶಾಲೆಗಳಲ್ಲಿ ಖಾಸಗಿ ಶಾಲೆಗಳಿಗೆ ಸಮನಾದ ಗುಣಮಟ್ಟದ ಶಿಕ್ಷಣ ಸಿಗಬೇಕು. ಅಂಬೇಡ್ಕರ್ ಅವರನ್ನು ಕೇವಲ ಒಂದು ಫೋಟೋ ಅಥವಾ ಒಂದು ಜಾತಿಗೆ ಸೀಮಿತ ಮಾಡಬೇಡಿ. ಅವರ ವಿಚಾರಗಳು ನೀತಿಗಳಲ್ಲಿ ಬರಲಿ. ಚೇತನ್ ಅವರು ಹೇಳಿಕೆ ಸತ್ಯ ಅಲ್ಲವೇ? ನಿಮ್ಮ ಅಭಿಪ್ರಾಯವೇನು. xyxy=(792,595,1128,739)
fish-col2-text: ತಂತಿ ಬೇಲಿ ನಿರ್ಮಿಸಿದ್ದು ಅವರ ಮರಳು ದಂಧೆಯ ಅಡ್ಡದಾರಿ ಈ ತಂತಿಗಳನ್ನು ಕಿತ್ತು ನದಿ ನೀರಿಗೆ ಬೀಳುವ ತ್ಯಾಜ್ಯ ವಸ್ತುಗಳನ್ನು ತಡೆಗಟ್ಟಬೇಕು. ಮೀನುಗಳ ಸಂರಕ್ಷಣೆಗೆ ಪಂಚಾಯತಿ ಅಧಿಕಾರಿಗಳಿಗೆ ಕ್ರಮ ವಹಿಸಲು ತಿಳಿಸಲಾಗಿದೆ. ತಹಶೀಲ್ದಾರ್ ಸೌಮ್ಯ ಅವರು ಸ್ಥಳದಲ್ಲಿಯೇ ಸಂಬಂಧಪಟ್ಟ ಅಧಿಕಾರಿಗಳಿಗೆ ಸೂಚನೆ ನೀಡಿ ಅಕ್ರಮ ಮರಳು ದಂಧೆ ತಡೆಯುವಂತೆ ಆದೇಶಿಸಿದರು. ಮೀನುಗಾರಿಕೆ ಮಾಡುತ್ತಿರುವವರ ವಿರುದ್ಧ ಕ್ರಮಕೈಗೊಳ್ಳಲು ಸೂಚಿಸಿದರು. xyxy=(1218,1439,1504,1573)
farmers-col1-text: ಹಾಸನ: ರೈತ ಸಮುದಾಯ ಸಂಘಟಿತರಾಗಿ ಕೇಂದ್ರ ಮತ್ತು ರಾಜ್ಯ ಸರ್ಕಾರಗಳ ರೈತ ವಿರೋಧಿ ನೀತಿಗಳನ್ನು ಹಿಮ್ಮೆಟ್ಟಿಸಬೇಕು ಎಂದು ಕರ್ನಾಟಕ ರಾಜ್ಯ ರೈತ ಸಂಘದ ಜಿಲ್ಲಾಧ್ಯಕ್ಷ ಹೆಚ್.ಆರ್.ನವೀನ್‌ಕುಮಾರ್ ತಿಳಿಸಿದರು. ಜಿಲ್ಲಾ ರೈತ ಸಂಘದ ಕಚೇರಿಯಲ್ಲಿ ನಡೆದ ರೈತರ ಸಭೆಯಲ್ಲಿ ಮಾತನಾಡಿದ ಅವರು, ಕೃಷಿ ಉತ್ಪನ್ನಗಳಿಗೆ ವೈಜ್ಞಾನಿಕ ಬೆಲೆ ಸಿಗುತ್ತಿಲ್ಲ. ರೈತರ ಸಾಲ ಮನ್ನಾ ಮಾಡಬೇಕು, ಬೆಳೆ ವಿಮೆ ಸೌಲಭ್ಯ ಸರಿಯಾಗಿ ಸಿಗುವಂತೆ ಮಾಡಬೇಕು ಎಂದು ಒತ್ತಾಯಿಸಿದರು. xyxy=(11,1938,251,2112)
womens-day-text: WOMEN'S DAY xyxy=(1106,1962,1326,1994)
cauvery-photo-river xyxy=(787,1021,1122,1277)
actor-portrait xyxy=(460,367,588,519)
cauvery-col3-text: ತಮ್ಮ ಒಡ್ಡುಗಳಲ್ಲಿ ಅನುಕೂಲತೆ ಮಾಡಿಕೊಂಡಿರುವುದನ್ನು ಕಟ್ಟೆಹಳ್ಳದ ಗ್ರಾಮ ಪಂಚಾಯತಿ ಅಧಿಕಾರಿಗಳಿಗೆ ತಕ್ಷಣವೇ ಕ್ರಮ ಕೈಗೊಳ್ಳಲು ತಿಳಿಸಿದರು. xyxy=(581,1731,917,1767)
author-name: ಅರೋಣ್ ಮುತ್ತು ವಿ ಶಿಕ್ಷಕರು, 9449376695 xyxy=(859,1958,949,2009)
lead-subhead-1: ಸಂವಿಧಾನ ಪೀಠಿಕೆ ಓದು ಆರ್ಥಿಕ ಸಬಲೀಕರಣ xyxy=(91,612,309,631)
womens-day-banner xyxy=(1094,1954,1501,2109)
masthead-date: 24ನೇ ಜನವರಿ 2026 xyxy=(35,30,297,67)
edu-column-2 xyxy=(770,2079,1002,2402)
edu-col2-text: ಶಿಕ್ಷಣ ಪಡೆದ ಹೆಣ್ಣುಮಕ್ಕಳು ಕುಟುಂಬ ಹಾಗೂ ಸಮಾಜದ ಅಭಿವೃದ್ಧಿಗೆ ದಾರಿದೀಪವಾಗುತ್ತಾರೆ. ಈ ದಿನದಂದು ನಾವು ಪ್ರತಿ ಹೆಣ್ಣು ಮಗುವಿಗೂ ಶಿಕ್ಷಣದ ಸಮಾನ ಅವಕಾಶ ದೊರೆಯುವಂತೆ ಮಾಡುವ ಸಂಕಲ್ಪ ಮಾಡಬೇಕು. 2008ರಲ್ಲಿ ಭಾರತ ಸರ್ಕಾರ ರಾಷ್ಟ್ರೀಯ ಹೆಣ್ಣುಮಕ್ಕಳ ದಿನವನ್ನು ಆಚರಿಸಲು ಆರಂಭಿಸಿತು. xyxy=(770,2080,1002,2195)
fish-column-4 xyxy=(1218,1683,1362,1820)
column-divider-3 xyxy=(758,1831,761,2404)
lead-column-3 xyxy=(792,342,1128,912)
lead-col2-text: ಊರುಗಳಲ್ಲಿ ಅಂಬೇಡ್ಕರ್ ಅವರ ಬೃಹತ್ ಸಿಲ್ವರ್ ಪ್ರತಿಮೆ ನಿರ್ಮಿಸಲಾಗುತ್ತದೆ. ಸರ್ಕಾರಗಳೂ ಇದಕ್ಕೆ ಅನುದಾನ ನೀಡುತ್ತವೆ. ಆದರೆ ಪ್ರತಿಮೆ ನಿಲ್ಲಿಸಿದ ಕೂಡಲೇ ಅಸ್ಪೃಶ್ಯತೆ ಹೋಗಲಾಡಿಸಲು ಸಾಧ್ಯವೇ? ಏನು ಆಗಬೇಕು?: ಅಂಬೇಡ್ಕರ್ ಅವರು ಪ್ರತಿಪಾದಿಸಿದ ಪ್ರಮುಖ ಅಂಶವೇ ಭೂಮಿ ಹಂಚಿಕೆ. ಪ್ರತಿಮೆಗಳಿಗೆ ಖರ್ಚು ಮಾಡುವ ಬದಲು, xyxy=(387,795,779,875)
farmers-photo xyxy=(258,1924,506,2068)
cauvery-photo-fish xyxy=(581,1285,917,1525)
fair-banner: DIST WORKING JOURNALISTS ASSOCIATION xyxy=(59,1079,331,1107)
section-divider-1 xyxy=(8,920,1504,923)
fair-source: ಭೀಮ ವಿಜಯ ನ್ಯೂಸ್ xyxy=(14,1192,106,1207)
farmers-column-3 xyxy=(512,1924,752,2400)
fish-column-3 xyxy=(923,1683,1211,1820)
column-divider xyxy=(1136,94,1138,919)
logo-text: ಭೀಮ ವಿಜಯ xyxy=(657,13,910,76)
fish-col1-text: ಸಾರ್ವಜನಿಕರು ತಹಶೀಲ್ದಾರ್ ರವರಿಗೆ ಮಾಹಿತಿ ನೀಡಿದ್ದು, ರಾಮನಾಥಪುರದ ಶ್ರೀರಾಮೇಶ್ವರ ದೇವಾಲಯದ ಮುಂಭಾಗ ಕಾವೇರಿ ನದಿಯಲ್ಲಿ ಇರುವ ಪವಿತ್ರ ಮೀನುಗಳನ್ನು ಕೆಲ ಕಿಡಿಗೇಡಿಗಳು ಹಿಡಿದು ಮಾರಾಟ ಮಾಡುತ್ತಿದ್ದಾರೆ. ಇದು ಸ್ಥಳೀಯ ಭಕ್ತರ ಭಾವನೆಗೆ ಧಕ್ಕೆ ತಂದಿದೆ. ಮೀನುಗಳಿಗೆ ಆಹಾರ ನೀಡುವ ಭಕ್ತರ ಸಂಖ್ಯೆ ದಿನದಿಂದ ದಿನಕ್ಕೆ ಹೆಚ್ಚುತ್ತಿದೆ. ಪ್ರತಿ ದಿನ ಬೆಳಿಗ್ಗೆ 8:30 ರಿಂದ 9 ಗಂಟೆ ಒಳಗೆ ಮೀನುಗಳನ್ನು ಹಿಡಿಯಲಾಗುತ್ತಿದೆ. xyxy=(923,1439,1211,1573)
cauvery-col2-text: ತೆಗೆದು ದಡದಲ್ಲಿ ಹಾಕಲಾಗಿದ್ದು ಮತ್ತು ಅಲ್ಲಿನ ಹೊಂಡಗಳನ್ನು ತೆಗೆದು ಹಾಕಿರುವ ಸ್ಥಳವನ್ನು ವೀಕ್ಷಿಸಿ ಕಟ್ಟೆಹಾಳ ಎಂಬುವವರು ಮರಳು ಸಂಗ್ರಹಣೆಗಾಗಿ ಪ್ಲಾಸ್ಟಿಕ್ ಗಳಿಂದ ಮುಚ್ಚಲಾಗಿತ್ತು ಎಂದು ಹೇಳಿದರು. ಮರಳಿನ ತನಿಖೆಗೆ ಆದೇಶಿಸಿದರು. ತಹಶೀಲ್ದಾರ್ ಸೌಮ್ಯರವರು ತಮ್ಮ ಅಧಿಕಾರಿಗಳೊಂದಿಗೆ ಭೇಟಿ ನೀಡಿ ಪರಿಶೀಲಿಸಿ, ಕೂಡಲೇ ಮರಳು ಸಾಗಾಣಿಕೆ ತಡೆಯಲು ಸಂಬಂಧಿಸಿದ ಇಲಾಖೆಗೆ ಸೂಚನೆ ನೀಡಿದರು. xyxy=(581,1535,781,1709)
